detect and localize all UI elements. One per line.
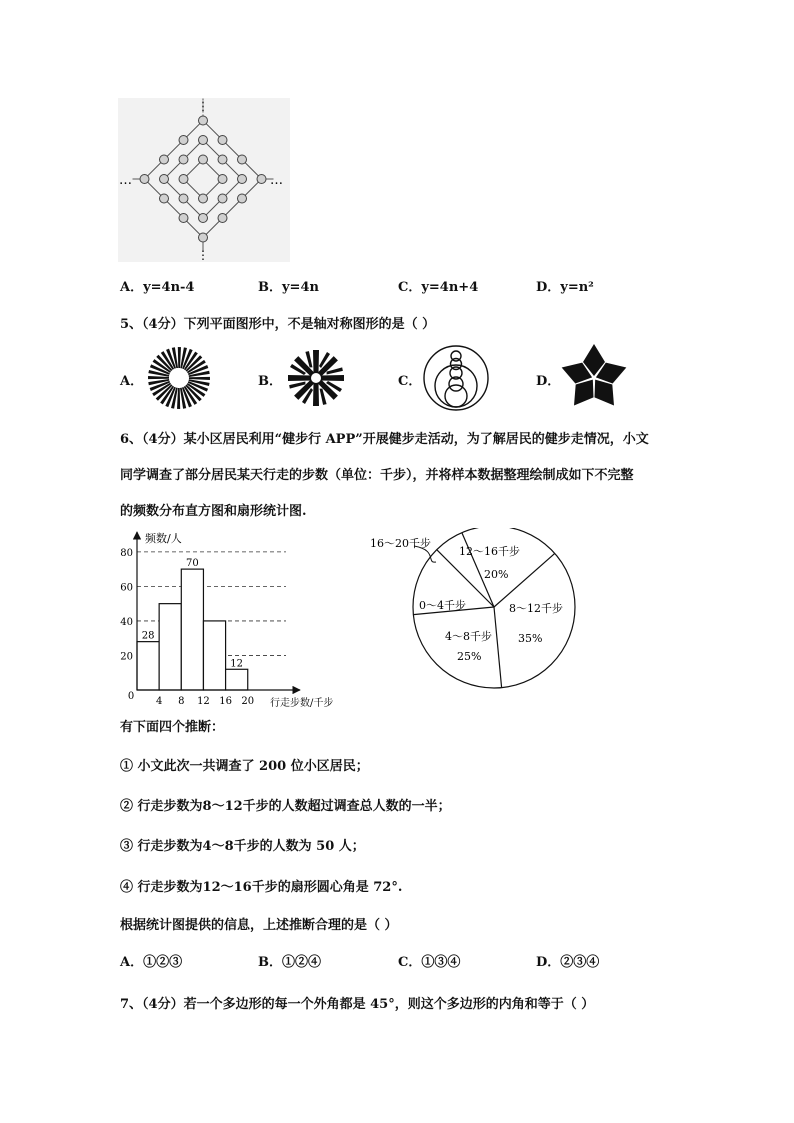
q4-option-d[interactable] xyxy=(536,276,594,295)
option-letter: B． xyxy=(258,955,282,970)
dot xyxy=(199,136,208,145)
histogram-bar xyxy=(159,604,181,690)
snowflake-arm xyxy=(288,375,312,381)
y-tick-label: 40 xyxy=(120,616,133,628)
dot xyxy=(160,194,169,203)
option-letter: A． xyxy=(120,280,144,295)
histogram-chart xyxy=(118,528,350,712)
q5-option-a-label[interactable]: A． xyxy=(120,374,144,389)
q6-option-a[interactable] xyxy=(120,951,182,970)
ellipsis-top: ⋮ xyxy=(197,99,209,113)
ellipsis-bottom: ⋮ xyxy=(197,248,209,262)
pie-pct-8-12: 35% xyxy=(518,632,543,645)
option-text: ②③④ xyxy=(560,955,600,970)
bar-data-label: 28 xyxy=(141,630,155,642)
q4-option-c[interactable] xyxy=(398,276,478,295)
q5-option-d-figure[interactable] xyxy=(558,342,630,414)
option-letter: C． xyxy=(398,955,422,970)
dot xyxy=(179,136,188,145)
ellipsis-left: … xyxy=(119,173,132,188)
histogram-bar xyxy=(203,621,225,690)
dot xyxy=(218,155,227,164)
dot xyxy=(179,214,188,223)
q6-option-c[interactable] xyxy=(398,951,460,970)
dot xyxy=(218,136,227,145)
q6-stem-line3: 的频数分布直方图和扇形统计图. xyxy=(120,504,307,519)
option-letter: C． xyxy=(398,280,422,295)
pie-label-4-8: 4～8千步 xyxy=(445,630,492,643)
dot xyxy=(257,175,266,184)
q6-statement-2: ② 行走步数为8～12千步的人数超过调查总人数的一半； xyxy=(120,799,451,814)
dot xyxy=(218,214,227,223)
y-tick-label: 60 xyxy=(120,582,133,594)
pie-label-8-12: 8～12千步 xyxy=(509,602,563,615)
dot xyxy=(199,214,208,223)
dot xyxy=(199,116,208,125)
dot xyxy=(179,175,188,184)
q5-option-c-figure[interactable] xyxy=(422,344,490,412)
snowflake-center xyxy=(311,373,321,383)
snowflake-arm xyxy=(313,382,319,406)
q4-option-b[interactable] xyxy=(258,276,319,295)
q6-statement-4: ④ 行走步数为12～16千步的扇形圆心角是 72°. xyxy=(120,880,403,895)
dot xyxy=(160,175,169,184)
q5-option-d-label[interactable]: D． xyxy=(536,374,561,389)
dot xyxy=(199,194,208,203)
q4-option-a[interactable] xyxy=(120,276,194,295)
q6-statement-3: ③ 行走步数为4～8千步的人数为 50 人； xyxy=(120,839,365,854)
snowflake-arm xyxy=(320,375,344,381)
pie-label-0-4: 0～4千步 xyxy=(419,599,466,612)
x-tick-label: 0 xyxy=(127,691,135,702)
option-letter: D． xyxy=(536,280,561,295)
q6-stem-line2: 同学调查了部分居民某天行走的步数（单位：千步），并将样本数据整理绘制成如下不完整 xyxy=(120,468,634,483)
y-axis-label: 频数/人 xyxy=(145,532,182,545)
q6-stem-line1: 6、（4分）某小区居民利用“健步行 APP”开展健步走活动，为了解居民的健步走情况，小文 xyxy=(120,432,649,447)
q5-option-b-label[interactable]: B． xyxy=(258,374,282,389)
pie-pct-4-8: 25% xyxy=(457,650,482,663)
q5-option-b-figure[interactable] xyxy=(283,347,349,409)
option-text: y=n² xyxy=(560,280,594,295)
q6-option-b[interactable] xyxy=(258,951,321,970)
dot xyxy=(179,155,188,164)
x-tick-label: 12 xyxy=(197,696,210,707)
option-text: y=4n+4 xyxy=(421,280,479,295)
option-text: ①②④ xyxy=(282,955,322,970)
dot xyxy=(199,233,208,242)
histogram-bar xyxy=(137,642,159,690)
q5-stem: 5、（4分）下列平面图形中，不是轴对称图形的是（ ） xyxy=(120,317,436,332)
q5-option-c-label[interactable]: C． xyxy=(398,374,422,389)
q6-statement-1: ① 小文此次一共调查了 200 位小区居民； xyxy=(120,759,369,774)
y-tick-label: 20 xyxy=(120,651,133,663)
q5-option-a-figure[interactable] xyxy=(146,345,212,411)
dot xyxy=(238,175,247,184)
histogram-bar xyxy=(181,569,203,690)
pie-pct-12-16: 20% xyxy=(484,568,509,581)
ellipsis-right: … xyxy=(270,173,283,188)
snowflake-arm xyxy=(313,350,319,374)
y-tick-label: 80 xyxy=(120,547,133,559)
x-tick-label: 20 xyxy=(241,696,255,707)
dot xyxy=(179,194,188,203)
option-text: y=4n xyxy=(282,280,319,295)
dot xyxy=(160,155,169,164)
x-tick-label: 16 xyxy=(219,696,232,707)
x-tick-label: 4 xyxy=(155,696,163,707)
dot xyxy=(238,155,247,164)
dot xyxy=(199,155,208,164)
histogram-bar xyxy=(226,669,248,690)
x-tick-label: 8 xyxy=(178,696,185,707)
pie-label-16-20: 16～20千步 xyxy=(370,537,431,550)
bar-data-label: 12 xyxy=(230,658,244,670)
pie-chart xyxy=(366,528,586,694)
option-text: y=4n-4 xyxy=(143,280,195,295)
dot xyxy=(218,175,227,184)
q6-intro: 有下面四个推断： xyxy=(120,720,225,735)
pie-label-12-16: 12～16千步 xyxy=(459,545,520,558)
option-text: ①②③ xyxy=(143,955,183,970)
q6-question: 根据统计图提供的信息，上述推断合理的是（ ） xyxy=(120,918,398,933)
dot xyxy=(140,175,149,184)
x-axis-label: 行走步数/千步 xyxy=(270,698,334,709)
bar-data-label: 70 xyxy=(186,558,199,570)
option-letter: A． xyxy=(120,955,144,970)
option-text: ①③④ xyxy=(421,955,461,970)
dot xyxy=(238,194,247,203)
option-letter: B． xyxy=(258,280,282,295)
dot xyxy=(218,194,227,203)
q7-stem: 7、（4分）若一个多边形的每一个外角都是 45°，则这个多边形的内角和等于（ ） xyxy=(120,997,595,1012)
q6-option-d[interactable] xyxy=(536,951,599,970)
q4-pattern-figure xyxy=(118,98,290,262)
option-letter: D． xyxy=(536,955,561,970)
